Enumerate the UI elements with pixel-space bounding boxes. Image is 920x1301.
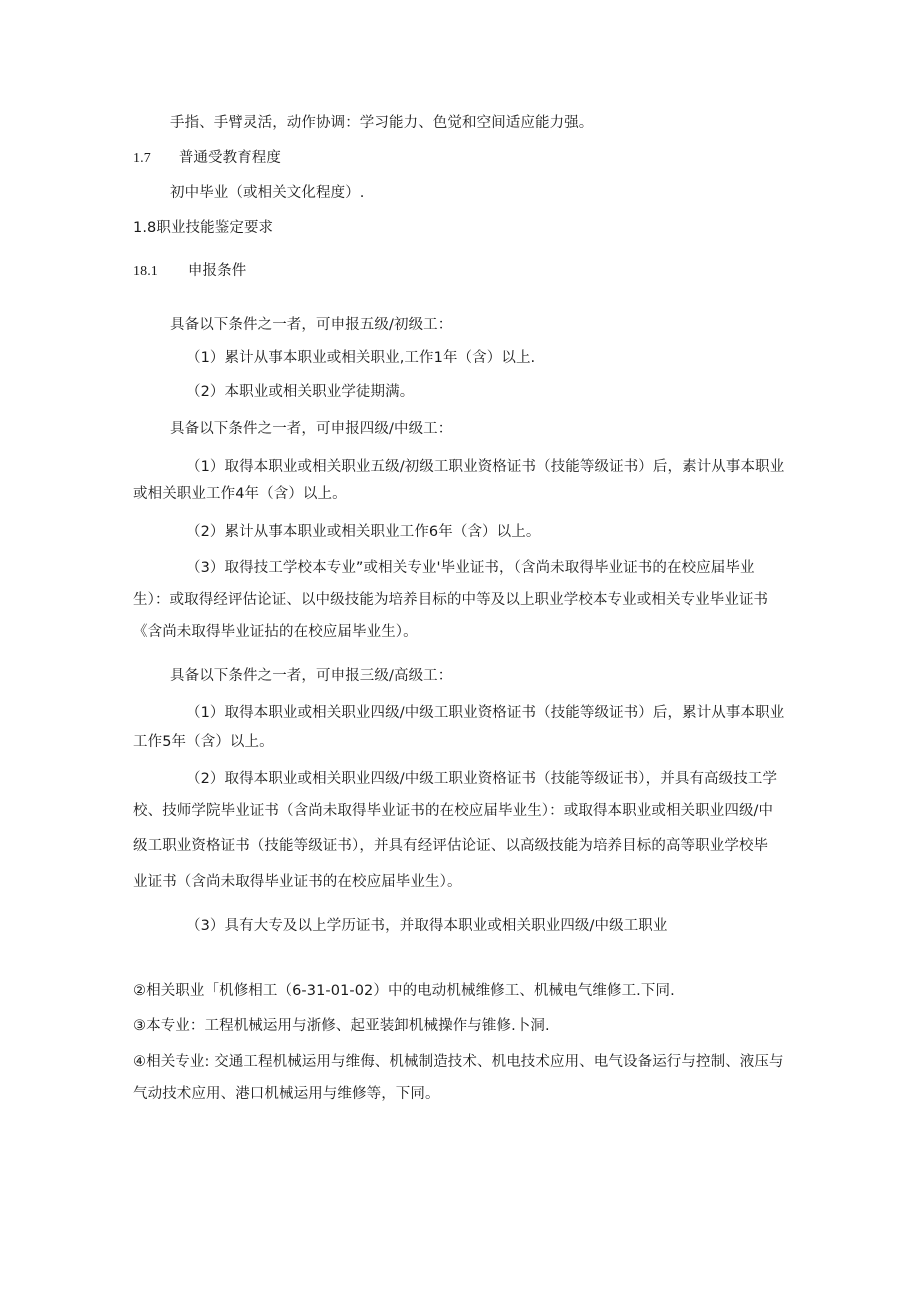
footnote-related-major-line-2: 气动技术应用、港口机械运用与维修等，下同。 xyxy=(133,1086,440,1102)
level-four-item-1-line-1: （1）取得本职业或相关职业五级/初级工职业资格证书（技能等级证书）后，素计从事本职业 xyxy=(186,459,785,475)
level-four-item-1-line-2: 或相关职业工作4年（含）以上。 xyxy=(133,486,347,502)
level-three-item-2-line-3: 级工职业资格证书（技能等级证书），并具有经评估论证、以高级技能为培养目标的高等职业学校毕 xyxy=(133,838,769,854)
level-three-item-2-line-2: 校、技师学院毕业证书（含尚未取得毕业证书的在校应届毕业生）：或取得本职业或相关职业四级/中 xyxy=(133,803,774,819)
level-four-item-3-line-2: 生）：或取得经评估论证、以中级技能为培养目标的中等及以上职业学校本专业或相关专业毕业证书 xyxy=(133,592,769,608)
section-1-8-heading: 1.8职业技能鉴定要求 xyxy=(133,220,274,236)
level-three-item-1-line-2: 工作5年（含）以上。 xyxy=(133,734,274,750)
level-three-item-3: （3）具有大专及以上学历证书，并取得本职业或相关职业四级/中级工职业 xyxy=(186,918,668,934)
section-number: 1.7 xyxy=(133,151,151,166)
section-number: 18.1 xyxy=(133,264,158,279)
level-three-item-2-line-4: 业证书（含尚未取得毕业证书的在校应届毕业生）。 xyxy=(133,874,462,890)
level-four-item-3-line-1: （3）取得技工学校本专业”或相关专业'毕业证书，（含尚未取得毕业证书的在校应届毕业 xyxy=(186,560,755,576)
level-four-item-2: （2）累计从事本职业或相关职业工作6年（含）以上。 xyxy=(186,524,541,540)
level-four-heading: 具备以下条件之一者，可申报四级/中级工： xyxy=(170,421,453,437)
footnote-related-occupation: ②相关职业「机修相工（6-31-01-02）中的电动机械维修工、机械电气维修工.下同. xyxy=(133,983,675,999)
section-1-7-heading xyxy=(133,149,281,168)
level-three-item-2-line-1: （2）取得本职业或相关职业四级/中级工职业资格证书（技能等级证书），并具有高级技工学 xyxy=(186,771,778,787)
level-five-item-2: （2）本职业或相关职业学徒期满。 xyxy=(186,384,415,400)
footnote-major: ③本专业：工程机械运用与浙修、起亚装卸机械操作与锥修.卜洞. xyxy=(133,1018,550,1034)
level-three-item-1-line-1: （1）取得本职业或相关职业四级/中级工职业资格证书（技能等级证书）后，累计从事本职业 xyxy=(186,705,785,721)
education-requirement: 初中毕业（或相关文化程度）. xyxy=(170,185,365,201)
section-title: 申报条件 xyxy=(187,263,247,279)
level-five-item-1: （1）累计从事本职业或相关职业,工作1年（含）以上. xyxy=(186,350,536,366)
level-three-heading: 具备以下条件之一者，可申报三级/高级工： xyxy=(170,668,453,684)
level-four-item-3-line-3: 《含尚未取得毕业证拈的在校应届毕业生）。 xyxy=(133,624,418,640)
footnote-related-major-line-1: ④相关专业: 交通工程机械运用与维侮、机械制造技术、机电技术应用、电气设备运行与控制、液压与 xyxy=(133,1054,784,1070)
paragraph-physical-requirements: 手指、手臂灵活，动作协调：学习能力、色觉和空间适应能力强。 xyxy=(170,115,594,131)
section-1-8-1-heading xyxy=(133,262,246,281)
section-title: 普通受教育程度 xyxy=(178,150,282,166)
level-five-heading: 具备以下条件之一者，可申报五级/初级工： xyxy=(170,317,453,333)
